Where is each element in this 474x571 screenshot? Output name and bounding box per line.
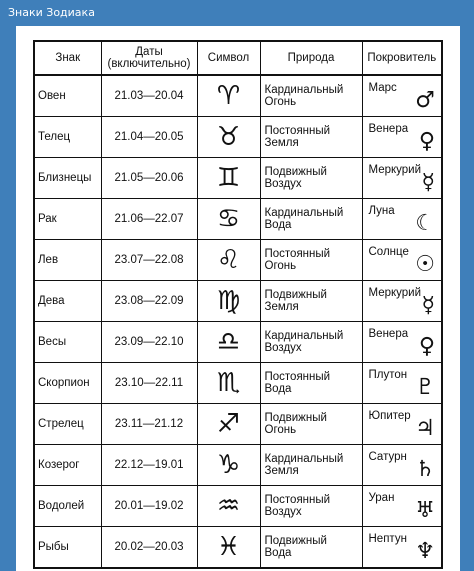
sign-nature: Подвижный Вода <box>260 527 362 569</box>
table-row <box>34 363 442 404</box>
date-range: 23.07—22.08 <box>101 240 197 281</box>
ruler-planet-name: Сатурн <box>368 451 407 463</box>
header-nature: Природа <box>260 41 362 75</box>
date-range: 20.02—20.03 <box>101 527 197 569</box>
planet-symbol-icon: ♂ <box>415 88 435 113</box>
planet-symbol-icon: ♀ <box>418 129 435 154</box>
sign-name: Стрелец <box>34 404 101 445</box>
planet-symbol-icon: ♄ <box>415 457 435 482</box>
date-range: 21.06—22.07 <box>101 199 197 240</box>
sign-name: Рыбы <box>34 527 101 569</box>
sign-nature: Кардинальный Воздух <box>260 322 362 363</box>
zodiac-symbol-icon: ♋︎ <box>197 199 260 240</box>
header-sign: Знак <box>34 41 101 75</box>
table-row <box>34 322 442 363</box>
zodiac-table-sheet <box>16 26 460 571</box>
zodiac-symbol-icon: ♎︎ <box>197 322 260 363</box>
sign-nature: Постоянный Земля <box>260 117 362 158</box>
zodiac-symbol-icon: ♓︎ <box>197 527 260 569</box>
sign-nature: Постоянный Воздух <box>260 486 362 527</box>
ruler-cell <box>362 486 442 527</box>
ruler-cell <box>362 445 442 486</box>
ruler-cell <box>362 281 442 322</box>
date-range: 21.03—20.04 <box>101 75 197 117</box>
date-range: 21.05—20.06 <box>101 158 197 199</box>
ruler-planet-name: Уран <box>368 492 395 504</box>
sign-nature: Подвижный Воздух <box>260 158 362 199</box>
date-range: 23.08—22.09 <box>101 281 197 322</box>
sign-name: Весы <box>34 322 101 363</box>
planet-symbol-icon: ☿ <box>421 170 435 195</box>
sign-name: Телец <box>34 117 101 158</box>
ruler-cell <box>362 363 442 404</box>
header-symbol: Символ <box>197 41 260 75</box>
ruler-cell <box>362 322 442 363</box>
date-range: 20.01—19.02 <box>101 486 197 527</box>
date-range: 23.09—22.10 <box>101 322 197 363</box>
ruler-planet-name: Нептун <box>368 533 407 545</box>
table-row <box>34 158 442 199</box>
sign-name: Дева <box>34 281 101 322</box>
ruler-cell <box>362 240 442 281</box>
ruler-planet-name: Меркурий <box>368 164 422 176</box>
date-range: 22.12—19.01 <box>101 445 197 486</box>
sign-nature: Кардинальный Земля <box>260 445 362 486</box>
zodiac-table <box>33 40 443 569</box>
sign-name: Рак <box>34 199 101 240</box>
zodiac-symbol-icon: ♐︎ <box>197 404 260 445</box>
ruler-cell <box>362 199 442 240</box>
table-row <box>34 445 442 486</box>
planet-symbol-icon: ☉ <box>415 252 435 277</box>
table-row <box>34 117 442 158</box>
sign-name: Скорпион <box>34 363 101 404</box>
ruler-planet-name: Луна <box>368 205 395 217</box>
table-row <box>34 404 442 445</box>
planet-symbol-icon: ☿ <box>421 293 435 318</box>
zodiac-symbol-icon: ♑︎ <box>197 445 260 486</box>
ruler-planet-name: Марс <box>368 82 397 94</box>
ruler-planet-name: Венера <box>368 123 409 135</box>
ruler-planet-name: Плутон <box>368 369 408 381</box>
zodiac-symbol-icon: ♍︎ <box>197 281 260 322</box>
zodiac-symbol-icon: ♊︎ <box>197 158 260 199</box>
sign-nature: Кардинальный Огонь <box>260 75 362 117</box>
sign-nature: Подвижный Огонь <box>260 404 362 445</box>
planet-symbol-icon: ♀ <box>418 334 435 359</box>
table-row <box>34 527 442 569</box>
ruler-cell <box>362 527 442 569</box>
sign-name: Овен <box>34 75 101 117</box>
table-row <box>34 75 442 117</box>
date-range: 23.11—21.12 <box>101 404 197 445</box>
table-row <box>34 486 442 527</box>
ruler-planet-name: Юпитер <box>368 410 411 422</box>
table-header-row <box>34 41 442 75</box>
planet-symbol-icon: ♆ <box>415 539 435 564</box>
sign-name: Лев <box>34 240 101 281</box>
sign-nature: Подвижный Земля <box>260 281 362 322</box>
ruler-planet-name: Солнце <box>368 246 409 258</box>
planet-symbol-icon: ♇ <box>415 375 435 400</box>
planet-symbol-icon: ♅ <box>415 498 435 523</box>
header-dates: Даты (включительно) <box>101 41 197 75</box>
ruler-cell <box>362 158 442 199</box>
table-row <box>34 240 442 281</box>
page-title: Знаки Зодиака <box>8 6 95 19</box>
ruler-cell <box>362 117 442 158</box>
sign-nature: Постоянный Огонь <box>260 240 362 281</box>
ruler-planet-name: Венера <box>368 328 409 340</box>
table-row <box>34 281 442 322</box>
sign-nature: Кардинальный Вода <box>260 199 362 240</box>
table-row <box>34 199 442 240</box>
zodiac-symbol-icon: ♒︎ <box>197 486 260 527</box>
date-range: 21.04—20.05 <box>101 117 197 158</box>
sign-name: Козерог <box>34 445 101 486</box>
ruler-cell <box>362 404 442 445</box>
sign-name: Близнецы <box>34 158 101 199</box>
zodiac-symbol-icon: ♈︎ <box>197 75 260 117</box>
ruler-cell <box>362 75 442 117</box>
header-ruler: Покровитель <box>362 41 442 75</box>
ruler-planet-name: Меркурий <box>368 287 422 299</box>
date-range: 23.10—22.11 <box>101 363 197 404</box>
planet-symbol-icon: ♃ <box>415 416 435 441</box>
sign-nature: Постоянный Вода <box>260 363 362 404</box>
zodiac-symbol-icon: ♏︎ <box>197 363 260 404</box>
zodiac-symbol-icon: ♉︎ <box>197 117 260 158</box>
planet-symbol-icon: ☾ <box>415 211 435 236</box>
sign-name: Водолей <box>34 486 101 527</box>
zodiac-symbol-icon: ♌︎ <box>197 240 260 281</box>
